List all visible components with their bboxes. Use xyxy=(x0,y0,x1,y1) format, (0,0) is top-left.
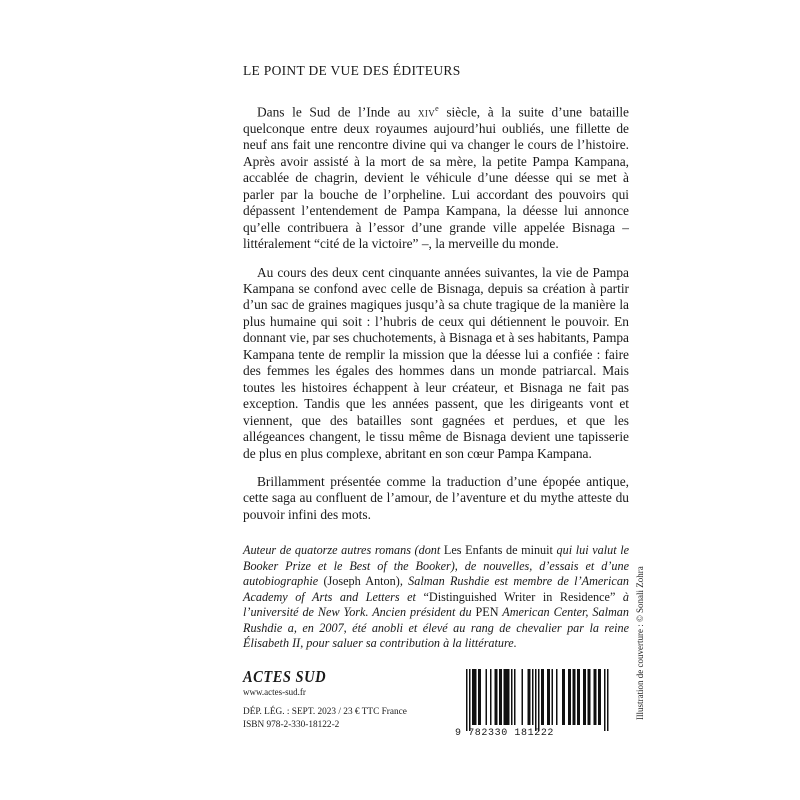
barcode-bar xyxy=(574,669,576,725)
bio-text: qui lui valut le Booker Prize et le Best of the Booker), de nouvelles, d’essais et d’une autobiographie xyxy=(243,543,630,588)
barcode-icon xyxy=(455,669,611,731)
bio-book-title: (Joseph Anton) xyxy=(323,574,400,588)
barcode-bar xyxy=(507,669,509,725)
barcode-bar xyxy=(607,669,609,731)
barcode-bar xyxy=(538,669,540,731)
illustration-credit: Illustration de couverture : © Sonali Zohra xyxy=(635,566,645,720)
barcode-bar xyxy=(496,669,498,725)
synopsis-paragraph-3: Brillamment présentée comme la traduction d’une épopée antique, cette saga au confluent de l’amour, de l’aventure et du mythe atteste du pouvoir infini des mots. xyxy=(243,473,629,522)
barcode-bar xyxy=(511,669,513,725)
barcode-bar xyxy=(466,669,468,731)
synopsis-paragraph-1 xyxy=(243,101,629,253)
barcode-bar xyxy=(475,669,477,725)
synopsis xyxy=(243,101,629,535)
barcode-bar xyxy=(579,669,581,725)
barcode-bar xyxy=(486,669,488,725)
barcode-bar xyxy=(529,669,531,725)
barcode-bar xyxy=(480,669,482,725)
barcode-bar xyxy=(478,669,480,725)
barcode-bar xyxy=(501,669,503,725)
barcode-bar xyxy=(499,669,501,725)
barcode-bar xyxy=(570,669,572,725)
section-heading: LE POINT DE VUE DES ÉDITEURS xyxy=(243,63,461,78)
barcode-bar xyxy=(588,669,590,725)
bio-book-title: Les Enfants de minuit xyxy=(443,543,553,557)
author-bio xyxy=(243,543,629,652)
barcode-bar xyxy=(495,669,497,725)
barcode-bar xyxy=(535,669,537,731)
barcode-bar xyxy=(474,669,476,725)
bio-title: “Distinguished Writer in Residence” xyxy=(423,589,616,604)
barcode-bar xyxy=(562,669,564,725)
barcode-bar xyxy=(528,669,530,725)
barcode-bar xyxy=(549,669,551,725)
barcode-bar xyxy=(577,669,579,725)
publisher-logo: ACTES SUD xyxy=(243,668,327,687)
barcode-bar xyxy=(505,669,507,725)
barcode-bar xyxy=(522,669,524,725)
barcode-bar xyxy=(598,669,600,725)
barcode-bar xyxy=(589,669,591,725)
barcode-digits: 9 782330 181222 xyxy=(455,728,555,739)
bio-text: , Salman Rushdie est membre de l’American Academy of Arts and Letters et xyxy=(243,574,630,604)
barcode-bar xyxy=(469,669,471,731)
barcode-bar xyxy=(568,669,570,725)
barcode-bar xyxy=(547,669,549,725)
barcode-bar xyxy=(532,669,534,725)
barcode-bar xyxy=(585,669,587,725)
paragraph-1-start: Dans le Sud de l’Inde au xyxy=(257,104,418,120)
barcode-bar xyxy=(600,669,602,725)
barcode-bar xyxy=(514,669,516,725)
barcode-bar xyxy=(564,669,566,725)
barcode-bar xyxy=(604,669,606,731)
bio-text: Auteur de quatorze autres romans (dont xyxy=(243,543,444,557)
bio-org: PEN xyxy=(475,605,499,619)
barcode-bar xyxy=(556,669,558,725)
barcode-bar xyxy=(508,669,510,725)
barcode-bar xyxy=(595,669,597,725)
barcode-bar xyxy=(490,669,492,725)
barcode-bar xyxy=(472,669,474,725)
legal-info xyxy=(243,706,407,732)
barcode-bar xyxy=(504,669,506,725)
barcode-bar xyxy=(583,669,585,725)
century-numeral: xiv xyxy=(417,104,436,120)
synopsis-paragraph-2: Au cours des deux cent cinquante années suivantes, la vie de Pampa Kampana se confond avec celle de Bisnaga, depuis sa création à partir d’un sac de graines magiques jusqu’à sa chute tragique de la manière la plus humaine qui soit : l’hubris de ceux qui détiennent le pouvoir. En donnant vie, par ses chuchotements, à Bisnaga et à ses habitants, Pampa Kampana tente de remplir la mission que la déesse lui a confiée : faire des femmes les égales des hommes dans un monde patriarcal. Mais toutes les histoires échappent à leur créateur, et Bisnaga ne fait pas exception. Tandis que les années passent, que les dirigeants vont et viennent, que des batailles sont gagnées et perdues, et que les allégeances changent, le tissu même de Bisnaga devient une tapisserie de plus en plus complexe, abritant en son cœur Pampa Kampana. xyxy=(243,264,629,461)
publisher-url: www.actes-sud.fr xyxy=(243,687,306,697)
barcode-bar xyxy=(594,669,596,725)
barcode-bar xyxy=(543,669,545,725)
isbn: ISBN 978-2-330-18122-2 xyxy=(243,720,340,730)
barcode-bar xyxy=(552,669,554,725)
century-superscript: e xyxy=(435,104,439,113)
legal-deposit: DÉP. LÉG. : SEPT. 2023 / 23 € TTC France xyxy=(243,707,407,717)
bio-text: American Center, Salman Rushdie a, en 2007, été anobli et élevé au rang de chevalier par la reine Élisabeth II, pour saluer sa contribution à la littérature. xyxy=(243,605,629,650)
paragraph-1-rest: siècle, à la suite d’une bataille quelconque entre deux royaumes aujourd’hui oubliés, une fillette de neuf ans fait une rencontre divine qui va changer le cours de l’histoire. Après avoir assisté à la mort de sa mère, la petite Pampa Kampana, accablée de chagrin, devient le véhicule d’une déesse qui se met à parler par la bouche de l’orpheline. Lui accordant des pouvoirs qui dépassent l’entendement de Pampa Kampana, la déesse lui annonce qu’elle contribuera à l’essor d’une grande ville appelée Bisnaga – littéralement “cité de la victoire” –, la merveille du monde. xyxy=(243,104,629,252)
barcode-bar xyxy=(573,669,575,725)
barcode-bar xyxy=(541,669,543,725)
bio-text: à l’université de New York. Ancien président du xyxy=(243,589,630,619)
